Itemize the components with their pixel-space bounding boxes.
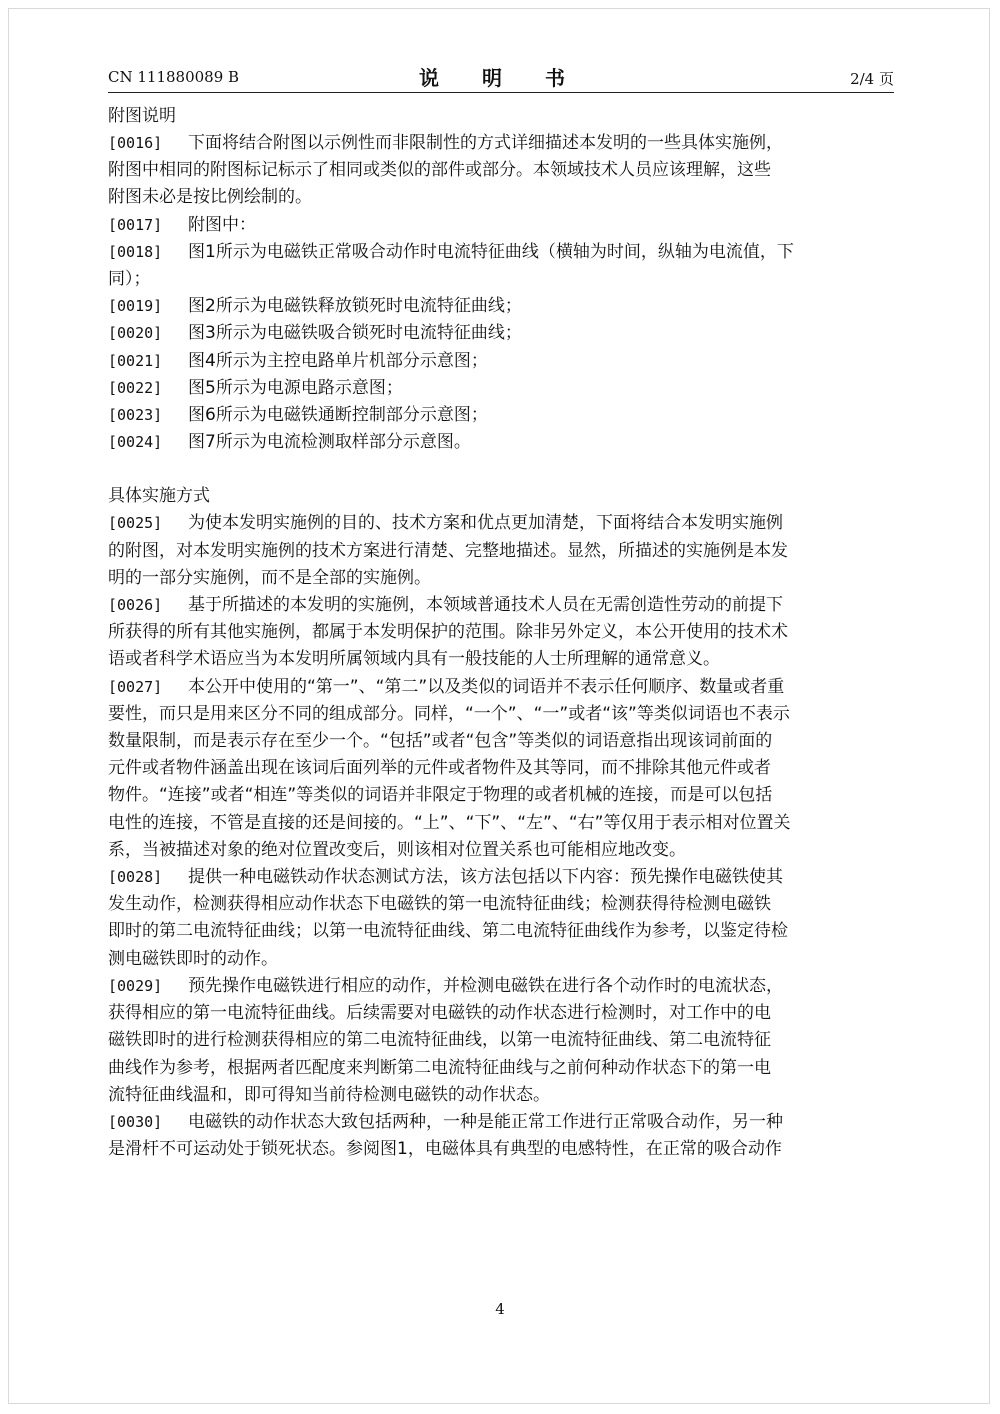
text-line: 电磁铁的动作状态大致包括两种，一种是能正常工作进行正常吸合动作，另一种 <box>188 1111 783 1132</box>
text-line: 语或者科学术语应当为本发明所属领域内具有一般技能的人士所理解的通常意义。 <box>108 649 720 670</box>
document-body <box>108 103 894 1163</box>
paragraph-number: [0029] <box>108 976 163 995</box>
publication-number: CN 111880089 B <box>108 68 240 86</box>
drawings-paragraphs <box>108 130 894 456</box>
text-line: 预先操作电磁铁进行相应的动作，并检测电磁铁在进行各个动作时的电流状态， <box>188 975 783 996</box>
paragraph-number: [0020] <box>108 324 163 343</box>
text-line: 为使本发明实施例的目的、技术方案和优点更加清楚，下面将结合本发明实施例 <box>188 513 783 534</box>
paragraph <box>108 864 894 973</box>
paragraph-number: [0022] <box>108 378 163 397</box>
paragraph <box>108 592 894 674</box>
text-line: 流特征曲线温和，即可得知当前待检测电磁铁的动作状态。 <box>108 1084 550 1105</box>
text-line: 图2所示为电磁铁释放锁死时电流特征曲线； <box>188 296 522 317</box>
paragraph-text <box>188 375 894 402</box>
paragraph-number: [0030] <box>108 1112 163 1131</box>
text-line: 图3所示为电磁铁吸合锁死时电流特征曲线； <box>188 323 522 344</box>
paragraph <box>108 239 894 293</box>
text-line: 即时的第二电流特征曲线；以第一电流特征曲线、第二电流特征曲线作为参考，以鉴定待检 <box>108 921 788 942</box>
paragraph-number: [0028] <box>108 868 163 887</box>
text-line: 元件或者物件涵盖出现在该词后面列举的元件或者物件及其等同，而不排除其他元件或者 <box>108 758 771 779</box>
paragraph-number: [0024] <box>108 433 163 452</box>
text-line: 下面将结合附图以示例性而非限制性的方式详细描述本发明的一些具体实施例， <box>188 133 783 153</box>
text-line: 物件。“连接”或者“相连”等类似的词语并非限定于物理的或者机械的连接，而是可以包括 <box>108 785 773 806</box>
text-line: 要性，而只是用来区分不同的组成部分。同样，“一个”、“一”或者“该”等类似词语也不表示 <box>108 703 790 724</box>
text-line: 附图未必是按比例绘制的。 <box>108 187 312 208</box>
paragraph <box>108 212 894 239</box>
paragraph-number: [0027] <box>108 677 163 696</box>
paragraph-number: [0023] <box>108 406 163 425</box>
text-line: 图4所示为主控电路单片机部分示意图； <box>188 350 488 371</box>
paragraph <box>108 402 894 429</box>
paragraph <box>108 510 894 592</box>
paragraph-text <box>188 293 894 320</box>
text-line: 是滑杆不可运动处于锁死状态。参阅图1，电磁体具有典型的电感特性，在正常的吸合动作 <box>108 1139 782 1160</box>
text-line: 附图中： <box>188 214 256 235</box>
paragraph-number: [0026] <box>108 596 163 615</box>
text-line: 本公开中使用的“第一”、“第二”以及类似的词语并不表示任何顺序、数量或者重 <box>188 676 785 697</box>
paragraph-text <box>188 212 894 239</box>
paragraph <box>108 348 894 375</box>
text-line: 附图中相同的附图标记标示了相同或类似的部件或部分。本领域技术人员应该理解，这些 <box>108 160 771 181</box>
page-header <box>108 62 894 90</box>
paragraph <box>108 293 894 320</box>
paragraph-number: [0021] <box>108 351 163 370</box>
paragraph <box>108 429 894 456</box>
paragraph-text <box>188 402 894 429</box>
text-line: 数量限制，而是表示存在至少一个。“包括”或者“包含”等类似的词语意指出现该词前面的 <box>108 731 773 752</box>
paragraph <box>108 973 894 1109</box>
paragraph-number: [0025] <box>108 514 163 533</box>
text-line: 曲线作为参考，根据两者匹配度来判断第二电流特征曲线与之前何种动作状态下的第一电 <box>108 1057 771 1078</box>
text-line: 图5所示为电源电路示意图； <box>188 377 403 398</box>
paragraph <box>108 375 894 402</box>
paragraph-number: [0018] <box>108 242 163 261</box>
paragraph-number: [0017] <box>108 215 163 234</box>
text-line: 磁铁即时的进行检测获得相应的第二电流特征曲线，以第一电流特征曲线、第二电流特征 <box>108 1030 771 1051</box>
text-line: 的附图，对本发明实施例的技术方案进行清楚、完整地描述。显然，所描述的实施例是本发 <box>108 540 788 561</box>
text-line: 图7所示为电流检测取样部分示意图。 <box>188 432 471 453</box>
text-line: 明的一部分实施例，而不是全部的实施例。 <box>108 567 431 588</box>
header-rule <box>108 92 894 93</box>
page-number: 4 <box>495 1300 505 1318</box>
paragraph-number: [0019] <box>108 297 163 316</box>
text-line: 提供一种电磁铁动作状态测试方法，该方法包括以下内容：预先操作电磁铁使其 <box>188 867 783 888</box>
text-line: 电性的连接，不管是直接的还是间接的。“上”、“下”、“左”、“右”等仅用于表示相对位置关 <box>108 812 791 833</box>
text-line: 获得相应的第一电流特征曲线。后续需要对电磁铁的动作状态进行检测时，对工作中的电 <box>108 1003 771 1024</box>
section-heading-embodiments: 具体实施方式 <box>108 486 210 507</box>
text-line: 系，当被描述对象的绝对位置改变后，则该相对位置关系也可能相应地改变。 <box>108 839 686 860</box>
paragraph <box>108 130 894 212</box>
text-line: 测电磁铁即时的动作。 <box>108 948 278 969</box>
text-line: 图6所示为电磁铁通断控制部分示意图； <box>188 405 488 426</box>
text-line: 所获得的所有其他实施例，都属于本发明保护的范围。除非另外定义，本公开使用的技术术 <box>108 622 788 643</box>
paragraph <box>108 320 894 347</box>
paragraph-text <box>188 348 894 375</box>
embodiments-paragraphs <box>108 510 894 1163</box>
paragraph-text <box>188 320 894 347</box>
paragraph-text <box>188 429 894 456</box>
text-line: 图1所示为电磁铁正常吸合动作时电流特征曲线（横轴为时间，纵轴为电流值，下 <box>188 241 794 262</box>
paragraph <box>108 1109 894 1163</box>
page-indicator: 2/4 页 <box>850 70 894 88</box>
text-line: 发生动作，检测获得相应动作状态下电磁铁的第一电流特征曲线；检测获得待检测电磁铁 <box>108 894 771 915</box>
section-heading-drawings: 附图说明 <box>108 106 176 126</box>
paragraph-number: [0016] <box>108 134 163 152</box>
text-line: 同）； <box>108 269 151 290</box>
paragraph <box>108 674 894 864</box>
text-line: 基于所描述的本发明的实施例，本领域普通技术人员在无需创造性劳动的前提下 <box>188 595 783 616</box>
document-title: 说 明 书 <box>419 66 583 90</box>
